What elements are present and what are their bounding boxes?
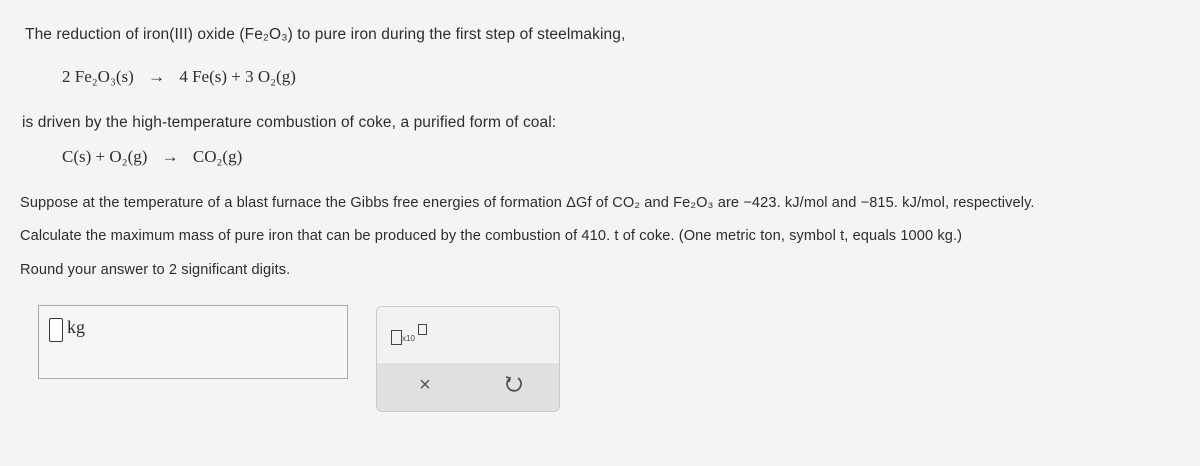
reaction-2	[62, 147, 242, 167]
answer-unit: kg	[67, 317, 85, 337]
problem-intro: The reduction of iron(III) oxide (Fe₂O₃) to pure iron during the first step of steelmaking,	[25, 26, 626, 43]
problem-driven-by: is driven by the high-temperature combustion of coke, a purified form of coal:	[22, 114, 557, 131]
reaction-2-lhs: C(s) + O₂(g)	[62, 147, 148, 166]
x10-label: x10	[402, 334, 415, 343]
math-tool-panel	[376, 306, 560, 412]
exponent-slot-icon	[418, 324, 427, 335]
mantissa-slot-icon	[391, 330, 402, 345]
tool-action-bar	[377, 363, 559, 411]
problem-question: Calculate the maximum mass of pure iron that can be produced by the combustion of 410. t of coke. (One metric ton, symbol t, equals 1000 kg.)	[20, 228, 963, 244]
scientific-notation-button[interactable]	[391, 323, 437, 347]
problem-given: Suppose at the temperature of a blast furnace the Gibbs free energies of formation ΔGf of CO₂ and Fe₂O₃ are −423. kJ/mol and −815. kJ/mol, respectively.	[20, 195, 1035, 211]
reaction-1-arrow: →	[148, 67, 166, 86]
reaction-1-rhs: 4 Fe(s) + 3 O₂(g)	[179, 67, 296, 86]
reaction-1	[62, 67, 296, 87]
clear-button[interactable]: ×	[419, 374, 431, 396]
reaction-2-rhs: CO₂(g)	[192, 147, 243, 166]
undo-button[interactable]	[503, 373, 529, 399]
reaction-1-lhs: 2 Fe₂O₃(s)	[62, 67, 134, 86]
answer-box	[38, 305, 348, 379]
reaction-2-arrow: →	[161, 147, 179, 166]
answer-input[interactable]	[49, 318, 63, 342]
rounding-instruction: Round your answer to 2 significant digits.	[20, 262, 291, 278]
undo-icon	[503, 373, 525, 395]
